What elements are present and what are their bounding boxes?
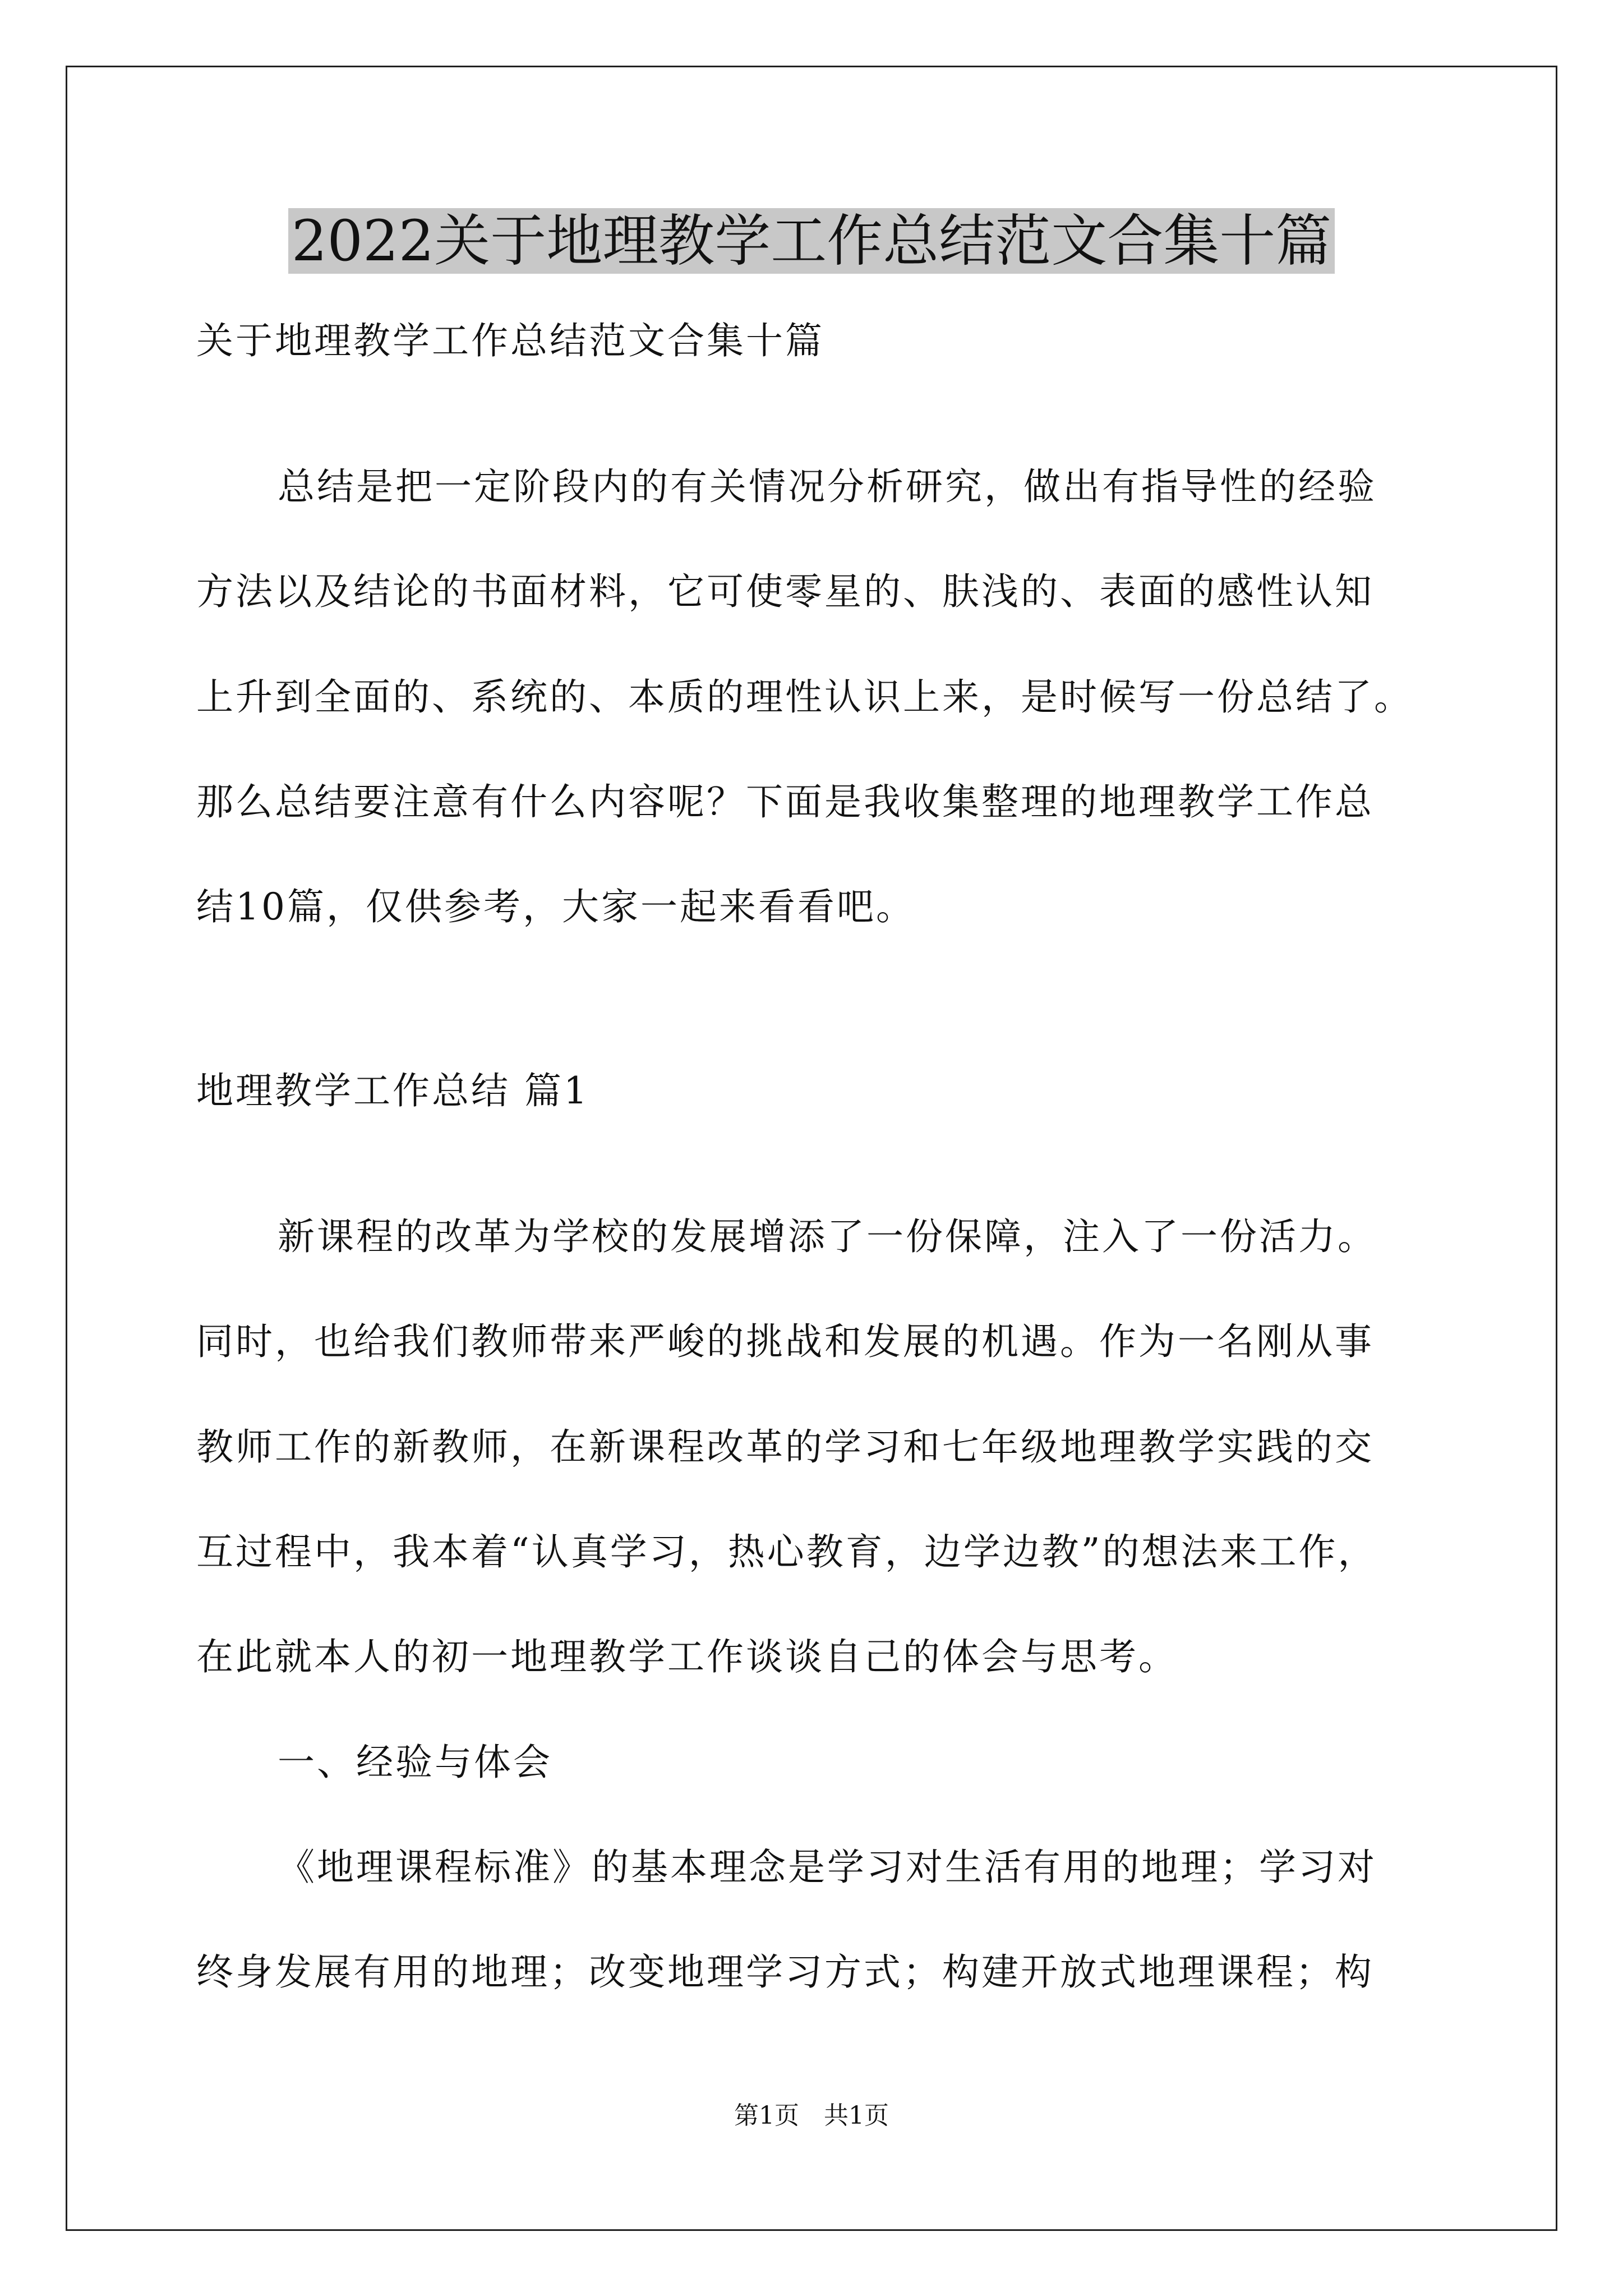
intro-line: 方法以及结论的书面材料，它可使零星的、肤浅的、表面的感性认知 [196,570,1374,613]
section-line: 同时，也给我们教师带来严峻的挑战和发展的机遇。作为一名刚从事 [196,1320,1374,1363]
section-heading: 地理教学工作总结 篇1 [196,1069,589,1112]
page-footer: 第1页 共1页 [734,2101,889,2130]
section-line: 新课程的改革为学校的发展增添了一份保障，注入了一份活力。 [278,1215,1377,1258]
intro-line: 总结是把一定阶段内的有关情况分析研究，做出有指导性的经验 [278,465,1377,508]
section-line: 互过程中，我本着“认真学习，热心教育，边学边教”的想法来工作， [196,1530,1377,1573]
body-line: 终身发展有用的地理；改变地理学习方式；构建开放式地理课程；构 [196,1950,1374,1994]
section-line: 在此就本人的初一地理教学工作谈谈自己的体会与思考。 [196,1635,1178,1678]
subheading: 一、经验与体会 [278,1741,552,1784]
section-line: 教师工作的新教师，在新课程改革的学习和七年级地理教学实践的交 [196,1425,1374,1469]
document-title-text: 2022关于地理教学工作总结范文合集十篇 [288,208,1335,274]
page-border [66,66,1557,2231]
body-line: 《地理课程标准》的基本理念是学习对生活有用的地理；学习对 [278,1846,1377,1889]
document-subtitle: 关于地理教学工作总结范文合集十篇 [196,319,824,362]
document-title [0,199,1623,283]
intro-line: 上升到全面的、系统的、本质的理性认识上来，是时候写一份总结了。 [196,675,1413,719]
intro-line: 结10篇，仅供参考，大家一起来看看吧。 [196,885,915,928]
intro-line: 那么总结要注意有什么内容呢？下面是我收集整理的地理教学工作总 [196,780,1374,823]
